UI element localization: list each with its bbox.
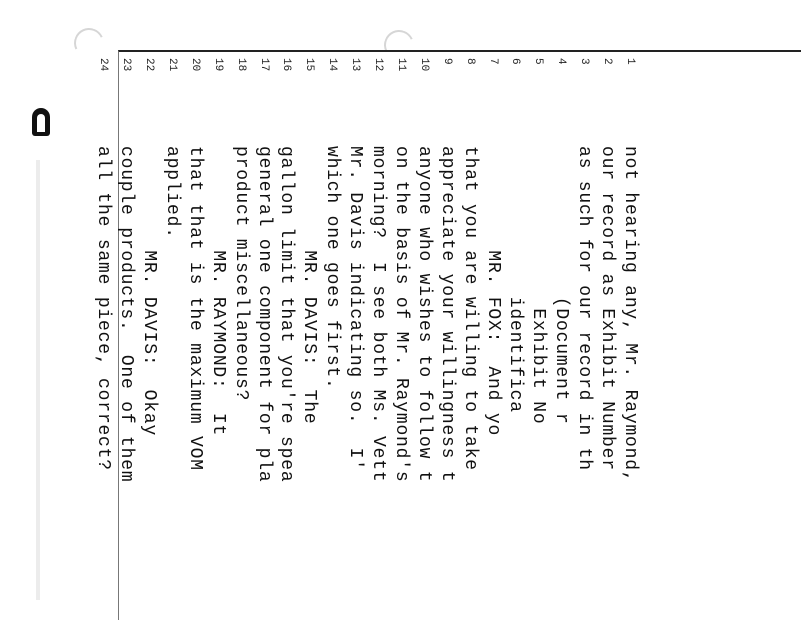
line-text: morning? I see both Ms. Vett [368,146,389,483]
transcript-page [93,50,801,620]
line-number: 17 [257,58,270,72]
transcript-line [413,52,435,632]
line-text: gallon limit that you're spea [276,146,297,483]
line-text: not hearing any, Mr. Raymond, [620,146,640,483]
line-text: anyone who wishes to follow t [413,146,434,483]
transcript-line [298,52,320,632]
line-text: that that is the maximum VOM [184,146,205,471]
binder-clip-icon [32,108,50,136]
transcript-line [390,52,412,632]
transcript-line [619,52,641,632]
line-text: all the same piece, correct? [93,146,114,471]
line-text: MR. FOX: And yo [482,146,503,437]
line-number: 14 [326,58,339,72]
transcript-line [482,52,504,632]
line-number: 11 [395,58,407,72]
line-number: 16 [280,58,293,72]
line-number: 2 [601,58,614,65]
line-number: 4 [555,58,568,65]
line-text: which one goes first. [322,146,343,390]
line-text: our record as Exhibit Number [597,146,618,471]
line-number: 22 [143,58,156,72]
line-number: 23 [120,58,133,72]
line-text: appreciate your willingness t [436,146,457,483]
line-number: 15 [303,58,316,72]
line-number: 13 [349,58,362,72]
transcript-line [207,52,229,632]
transcript-line [459,52,481,632]
transcript-line [527,52,549,632]
transcript-line [321,52,343,632]
line-text: MR. DAVIS: Okay [139,146,160,437]
line-text: MR. RAYMOND: It [207,146,228,437]
transcript-line [436,52,458,632]
transcript-line [161,52,183,632]
line-text: product miscellaneous? [230,146,251,402]
transcript-line [184,52,206,632]
scan-margin-shadow [36,160,40,600]
line-number: 5 [532,58,545,65]
transcript-line [253,52,275,632]
line-text: Exhibit No [528,146,549,425]
line-number: 18 [234,58,247,72]
transcript-line [230,52,252,632]
line-number: 24 [97,58,110,72]
transcript-line [573,52,595,632]
transcript-line [550,52,572,632]
line-text: applied. [162,146,182,239]
line-number: 20 [188,58,201,72]
transcript-line [115,52,137,632]
line-text: Mr. Davis indicating so. I' [345,146,366,471]
transcript-line [596,52,618,632]
line-text: (Document r [551,146,572,425]
transcript-line [92,52,114,632]
line-text: on the basis of Mr. Raymond's [391,146,411,483]
line-number: 6 [509,58,522,65]
transcript-line [505,52,527,632]
line-number: 8 [463,58,476,65]
line-text: couple products. One of them [116,146,137,483]
line-text: MR. DAVIS: The [299,146,320,425]
line-text: general one component for pla [253,146,274,483]
line-number: 19 [211,58,224,72]
line-number: 21 [166,58,178,72]
line-number: 7 [486,58,499,65]
line-number: 12 [372,58,385,72]
transcript-line [344,52,366,632]
line-text: that you are willing to take [459,146,480,471]
line-number: 10 [417,58,430,72]
line-number: 9 [440,58,453,65]
line-number: 1 [624,58,636,65]
transcript-line [367,52,389,632]
transcript-line [276,52,298,632]
rotated-transcript-body [93,52,719,620]
line-text: identifica [505,146,526,413]
transcript-line [138,52,160,632]
line-number: 3 [578,58,591,65]
line-text: as such for our record in th [574,146,595,471]
